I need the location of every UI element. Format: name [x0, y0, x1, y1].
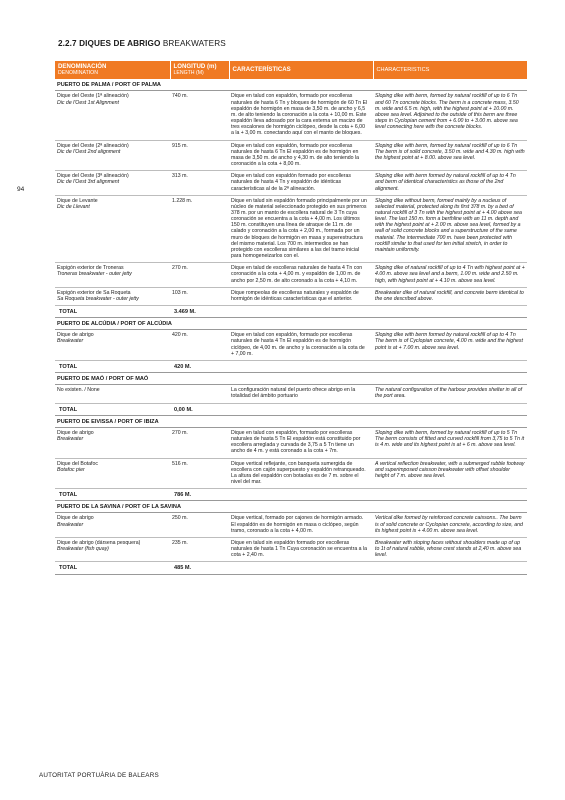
breakwater-length: 915 m. — [170, 140, 229, 171]
characteristics-es: La configuración natural del puerto ofrece abrigo en la totalidad del ámbito portuario — [229, 385, 373, 403]
total-row — [55, 562, 527, 574]
page-title: 2.2.7 DIQUES DE ABRIGO BREAKWATERS — [58, 39, 226, 48]
table-header — [55, 61, 527, 79]
total-label: TOTAL — [55, 489, 170, 501]
table-row — [55, 140, 527, 171]
total-label: TOTAL — [55, 360, 170, 372]
total-value: 485 M. — [170, 562, 527, 574]
characteristics-en: Breakwater with sloping faces without shoulders made up of up to 1t of natural rubble, whose crest stands at 2,40 m. above sea level. — [373, 537, 527, 561]
section-title: PUERTO DE LA SAVINA / PORT OF LA SAVINA — [55, 501, 527, 513]
table-row — [55, 427, 527, 458]
breakwater-length: 235 m. — [170, 537, 229, 561]
header-characteristics-es: CARACTERÍSTICAS — [229, 61, 373, 79]
breakwaters-table — [55, 61, 528, 575]
header-length: LONGITUD (m) LENGTH (M) — [170, 61, 229, 79]
total-row — [55, 489, 527, 501]
breakwater-length: 420 m. — [170, 330, 229, 361]
characteristics-en: Sloping dike with berm formed by natural rockfill of up to 4 Tn and berm of identical characteristics as those of the 2nd alignment. — [373, 171, 527, 195]
total-value: 0,00 M. — [170, 403, 527, 415]
section-title: PUERTO DE PALMA / PORT OF PALMA — [55, 79, 527, 91]
characteristics-es: Dique en talud con espaldón, formado por escolleras naturales de hasta 6 Tn y bloques de hormigón de 60 Tn El espaldón de hormigón en masa de 3,50 m. de ancho y 6,5 m. de alto teniendo la coronación a la cota + 10,00 m. Este espaldón lleva adosado por la cara externa un macizo de tres escalones de hormigón ciclópeo, desde la cota + 6,00 a la + 3,00 m. conectando aquí con el manto de bloques. — [229, 91, 373, 140]
table-row — [55, 263, 527, 287]
table-row — [55, 385, 527, 403]
total-value: 3.469 M. — [170, 306, 527, 318]
breakwater-name: Dique del Oeste (3ª alineación) Dic de l'Oest 3rd alignment — [55, 171, 170, 195]
section-title: PUERTO DE MAÓ / PORT OF MAÓ — [55, 373, 527, 385]
characteristics-es: Dique rompeolas de escolleras naturales y espaldón de hormigón de idénticas características que el anterior. — [229, 287, 373, 305]
page-number: 94 — [17, 186, 25, 193]
table-body — [55, 79, 527, 574]
total-row — [55, 306, 527, 318]
section-title: PUERTO DE ALCÚDIA / PORT OF ALCÚDIA — [55, 318, 527, 330]
total-row — [55, 360, 527, 372]
characteristics-es: Dique en talud con espaldón, formado por escolleras naturales de hasta 5 Tn El espaldón está constituido por escollera arreglada y curvada de 3,75 a 5 Tn tiene un ancho de 4 m. y está coronado a la cota + 7m. — [229, 427, 373, 458]
section-header — [55, 415, 527, 427]
section-header — [55, 373, 527, 385]
breakwater-name: Espigón exterior de Troneras Troneras breakwater - outer jetty — [55, 263, 170, 287]
breakwater-length: 516 m. — [170, 458, 229, 489]
table-row — [55, 513, 527, 537]
table-row — [55, 91, 527, 140]
characteristics-es: Dique en talud de escolleras naturales de hasta 4 Tn con coronación a la cota + 4,00 m. y espaldón de 1,00 m. de ancho por 2,50 m. de alto coronado a la cota + 4,10 m. — [229, 263, 373, 287]
breakwater-length: 313 m. — [170, 171, 229, 195]
breakwater-length: 740 m. — [170, 91, 229, 140]
breakwater-length: 270 m. — [170, 427, 229, 458]
table-row — [55, 330, 527, 361]
table-row — [55, 537, 527, 561]
section-header — [55, 501, 527, 513]
breakwater-length: 250 m. — [170, 513, 229, 537]
breakwater-name: Dique del Botafoc Botafoc pier — [55, 458, 170, 489]
characteristics-es: Dique vertical reflejante, con banqueta sumergida de escollera con cajón superpuesto y espaldón retranqueado. La altura del espaldón con botaolas es de 7 m. sobre el nivel del mar. — [229, 458, 373, 489]
breakwater-name: Dique de Levante Dic de Llevant — [55, 195, 170, 263]
characteristics-es: Dique en talud sin espaldón formado principalmente por un núcleo de material seleccionado protegido en sus primeros 378 m. por un manto de escollera natural de 3 Tn cuya coronación se encuentra a la cota + 4,00 m. Los últimos 150 m. constituyen una línea de atraque de 11 m. de calado y coronación a la cota + 2,00 m., formada por un muro de bloques de hormigón en masa y superestructura del mismo material. Los 700 m. intermedios se han protegido con escolleras similares a las del tramo inicial para homogeneizarlos con el. — [229, 195, 373, 263]
characteristics-en: Vertical dike formed by reinforced concrete caissons.. The berm is of solid concrete or Cyclopian concrete, according to size, and its highest point is + 4.00 m. above sea level. — [373, 513, 527, 537]
characteristics-en: Sloping dike with berm, formed by natural rockfill of up to 6 Tn The berm is of solid concrete, 3.50 m. wide and 4.30 m. high with the highest point at + 8.00. above sea level. — [373, 140, 527, 171]
header-characteristics-en: CHARACTERISTICS — [373, 61, 527, 79]
breakwater-length: 103 m. — [170, 287, 229, 305]
total-value: 420 M. — [170, 360, 527, 372]
characteristics-en: The natural configuration of the harbour provides shelter in all of the port area. — [373, 385, 527, 403]
characteristics-en: Sloping dike with berm formed by natural rockfill of up to 4 Tn The berm is of Cyclopian concrete, 4.00 m. wide and the highest point is at + 7.00 m. above sea level. — [373, 330, 527, 361]
breakwater-name: Dique del Oeste (2ª alineación) Dic de l'Oest 2nd alignment — [55, 140, 170, 171]
characteristics-es: Dique en talud con espaldón, formado por escolleras naturales de hasta 6 Tn El espaldón es de hormigón en masa de 3,50 m. de ancho y 4,30 m. de alto teniendo la coronación a la cota + 8,00 m. — [229, 140, 373, 171]
characteristics-es: Dique vertical, formado por cajones de hormigón armado. El espaldón es de hormigón en masa o ciclópeo, según tramo, coronado a la cota + 4,00 m. — [229, 513, 373, 537]
total-value: 786 M. — [170, 489, 527, 501]
section-title: PUERTO DE EIVISSA / PORT OF IBIZA — [55, 415, 527, 427]
breakwater-length: 270 m. — [170, 263, 229, 287]
breakwater-name: Espigón exterior de Sa Roqueta Sa Roqueta breakwater - outer jetty — [55, 287, 170, 305]
characteristics-es: Dique en talud sin espaldón formado por escolleras naturales de hasta 1 Tn Cuya coronación se encuentra a la cota + 2,40 m. — [229, 537, 373, 561]
breakwater-name: Dique de abrigo Breakwater — [55, 513, 170, 537]
section-header — [55, 318, 527, 330]
breakwater-name: No existen. / None — [55, 385, 170, 403]
characteristics-en: Sloping dike of natural rockfill of up to 4 Tn with highest point at + 4.00 m. above sea level and a berm, 1.00 m. wide and 2.50 m. high, with highest point at + 4.10 m. above sea level. — [373, 263, 527, 287]
characteristics-en: Sloping dike without berm, formed mainly by a nucleus of selected material, protected along its first 378 m. by a bed of natural rockfill of 3 Tn with the highest point at + 4.00 above sea level. The last 150 m. form a berthline with an 11 m. depth and with the highest point at + 2.00 m. above sea level, formed by a wall of solid concrete blocks and a superstructure of the same material. The intermediate 700 m. have been protected with rockfill similar to that used for ten initial stretch, in order to maintain uniformity. — [373, 195, 527, 263]
characteristics-en: Breakwater dike of natural rockfill, and concrete berm identical to the one described above. — [373, 287, 527, 305]
total-label: TOTAL — [55, 306, 170, 318]
total-row — [55, 403, 527, 415]
breakwater-name: Dique del Oeste (1ª alineación) Dic de l'Oest 1st Alignment — [55, 91, 170, 140]
breakwater-length — [170, 385, 229, 403]
section-header — [55, 79, 527, 91]
characteristics-en: A vertical reflection breakwater, with a submerged rubble footway and superimposed caisson breakwater with offset shoulder height of 7 m. above sea level. — [373, 458, 527, 489]
characteristics-en: Sloping dike with berm, formed by natural rockfill of up to 5 Tn The berm consists of fitted and curved rockfill from 3,75 to 5 Tn it is 4 m. wide and its highest point is at + 6 m. above sea level. — [373, 427, 527, 458]
characteristics-en: Sloping dike with berm, formed by natural rockfill of up to 6 Tn and 60 Tn concrete blocks. The berm is a concrete mass, 3.50 m. wide and 6.5 m. high, with the highest point at + 10.00 m. above sea level. Adjoined to the outside of this berm are three steps in Cyclopian cement from + 6.00 to + 3.00 m. above sea level connecting here with the concrete blocks. — [373, 91, 527, 140]
characteristics-es: Dique en talud con espaldón formado por escolleras naturales de hasta 4 Tn y espaldón de idénticas características al de la 2ª alineación. — [229, 171, 373, 195]
breakwater-length: 1.228 m. — [170, 195, 229, 263]
table-row — [55, 171, 527, 195]
characteristics-es: Dique en talud con espaldón, formado por escolleras naturales de hasta 4 Tn El espaldón es de hormigón ciclópeo, de 4,00 m. de ancho y la coronación a la cota de + 7,00 m. — [229, 330, 373, 361]
breakwater-name: Dique de abrigo Breakwater — [55, 330, 170, 361]
total-label: TOTAL — [55, 562, 170, 574]
footer: AUTORITAT PORTUÀRIA DE BALEARS — [39, 772, 159, 779]
breakwater-name: Dique de abrigo Breakwater — [55, 427, 170, 458]
table-row — [55, 287, 527, 305]
breakwater-name: Dique de abrigo (dársena pesquera) Breakwater (fish quay) — [55, 537, 170, 561]
table-row — [55, 195, 527, 263]
total-label: TOTAL — [55, 403, 170, 415]
header-denomination: DENOMINACIÓN DENOMINATION — [55, 61, 170, 79]
table-row — [55, 458, 527, 489]
